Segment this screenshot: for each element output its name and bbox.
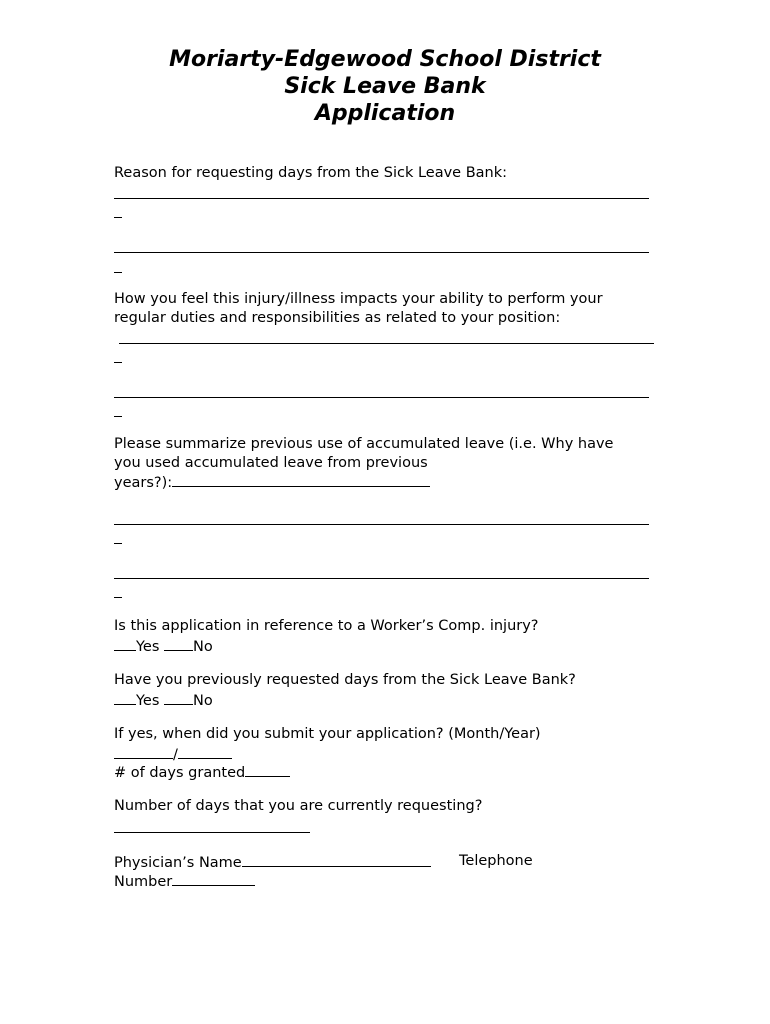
previous-use-years: years?): bbox=[114, 475, 173, 491]
submit-date-fields bbox=[114, 744, 232, 765]
telephone-number-label: Number bbox=[114, 873, 173, 890]
previous-request-question: Have you previously requested days from the Sick Leave Bank? bbox=[114, 672, 576, 688]
previous-request-no-field[interactable] bbox=[164, 690, 193, 705]
previous-use-dash-2 bbox=[114, 597, 122, 598]
previous-request-no-label: No bbox=[193, 692, 213, 709]
requesting-field[interactable] bbox=[114, 832, 310, 833]
impact-line-1[interactable] bbox=[119, 343, 654, 344]
physician-name-label: Physician’s Name bbox=[114, 855, 242, 871]
submit-month-field[interactable] bbox=[114, 744, 173, 759]
workers-comp-no-field[interactable] bbox=[164, 636, 193, 651]
reason-line-1[interactable] bbox=[114, 198, 649, 199]
previous-use-label-2: you used accumulated leave from previous bbox=[114, 454, 428, 471]
previous-use-field[interactable] bbox=[172, 472, 430, 487]
submit-date-question: If yes, when did you submit your application? (Month/Year) bbox=[114, 726, 541, 742]
telephone-number-field[interactable] bbox=[172, 871, 255, 886]
reason-line-2[interactable] bbox=[114, 252, 649, 253]
previous-request-yes-label: Yes bbox=[136, 692, 160, 709]
submit-date-separator: / bbox=[173, 746, 178, 763]
days-granted-label: # of days granted bbox=[114, 765, 246, 781]
previous-request-options bbox=[114, 690, 213, 711]
impact-dash-2 bbox=[114, 416, 122, 417]
impact-label-2: regular duties and responsibilities as related to your position: bbox=[114, 309, 561, 326]
workers-comp-question: Is this application in reference to a Worker’s Comp. injury? bbox=[114, 618, 539, 634]
physician-row bbox=[114, 852, 431, 873]
previous-request-yes-field[interactable] bbox=[114, 690, 136, 705]
reason-dash-1 bbox=[114, 217, 122, 218]
submit-year-field[interactable] bbox=[178, 744, 232, 759]
physician-name-field[interactable] bbox=[242, 852, 431, 867]
workers-comp-options bbox=[114, 636, 213, 657]
title-district: Moriarty-Edgewood School District bbox=[169, 47, 601, 72]
previous-use-label-3 bbox=[114, 472, 430, 493]
requesting-question: Number of days that you are currently requesting? bbox=[114, 798, 483, 814]
previous-use-label-1: Please summarize previous use of accumulated leave (i.e. Why have bbox=[114, 436, 614, 452]
previous-use-line-2[interactable] bbox=[114, 578, 649, 579]
reason-dash-2 bbox=[114, 272, 122, 273]
workers-comp-no-label: No bbox=[193, 638, 213, 655]
workers-comp-yes-field[interactable] bbox=[114, 636, 136, 651]
telephone-label: Telephone bbox=[459, 853, 533, 869]
form-title bbox=[0, 46, 770, 127]
title-bank: Sick Leave Bank bbox=[284, 74, 486, 99]
impact-line-2[interactable] bbox=[114, 397, 649, 398]
impact-dash-1 bbox=[114, 362, 122, 363]
telephone-number-row bbox=[114, 871, 255, 892]
workers-comp-yes-label: Yes bbox=[136, 638, 160, 655]
reason-label: Reason for requesting days from the Sick Leave Bank: bbox=[114, 165, 508, 181]
previous-use-dash-1 bbox=[114, 543, 122, 544]
title-application: Application bbox=[314, 101, 456, 126]
previous-use-line-1[interactable] bbox=[114, 524, 649, 525]
impact-label-1: How you feel this injury/illness impacts your ability to perform your bbox=[114, 291, 603, 307]
days-granted-row bbox=[114, 762, 290, 783]
days-granted-field[interactable] bbox=[245, 762, 290, 777]
